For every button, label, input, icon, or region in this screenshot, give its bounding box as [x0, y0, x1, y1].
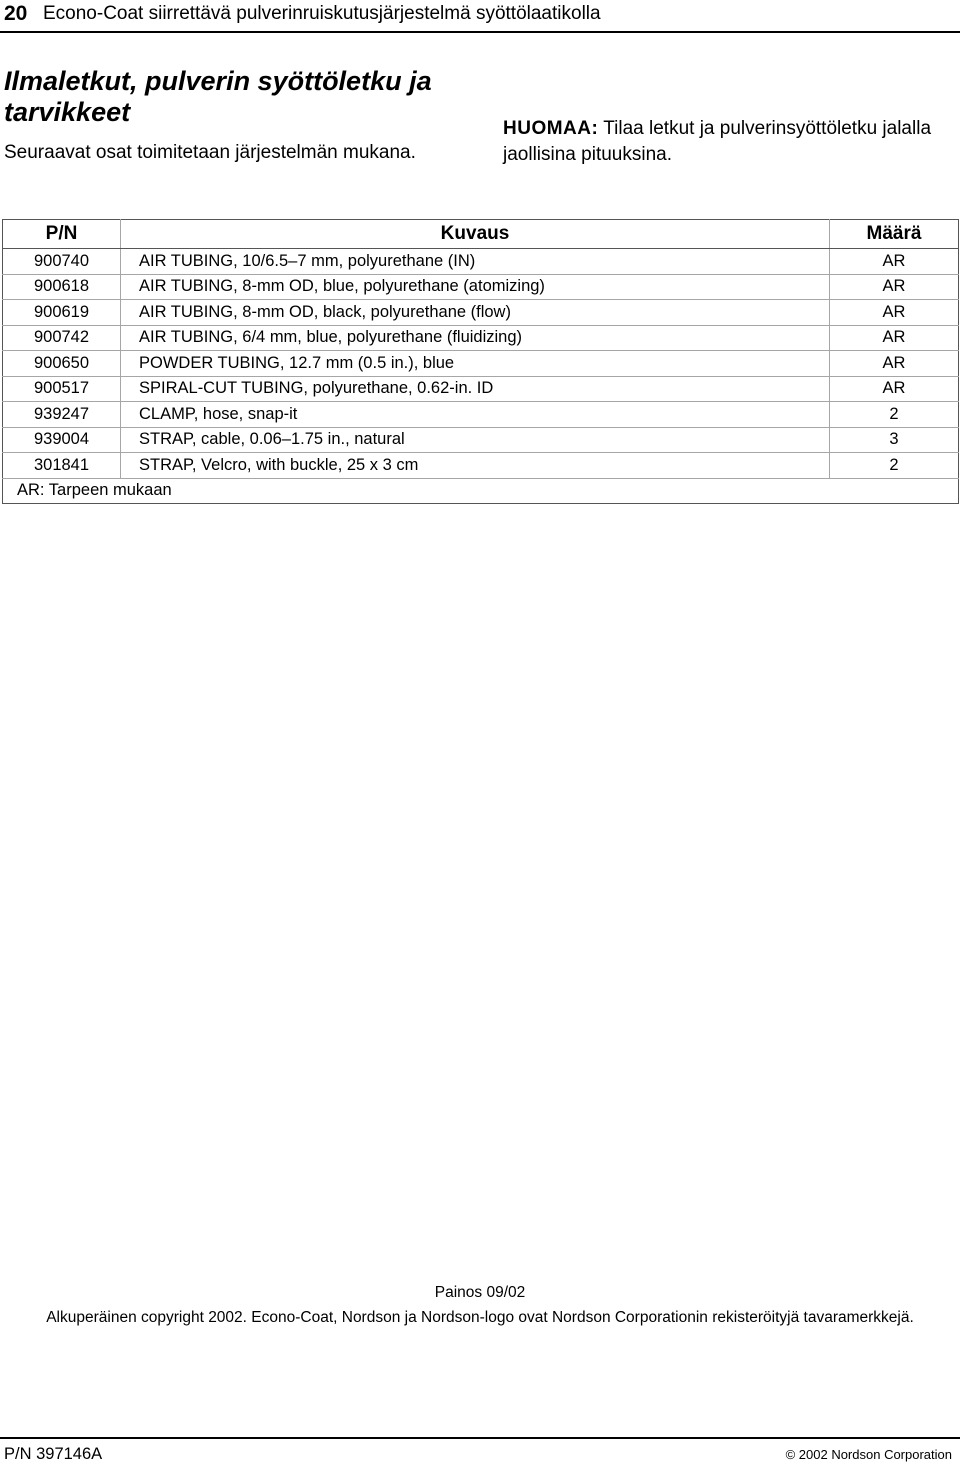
column-header-description: Kuvaus [121, 220, 830, 249]
cell-description: AIR TUBING, 8-mm OD, blue, polyurethane (atomizing) [121, 274, 830, 300]
cell-pn: 939247 [3, 402, 121, 428]
cell-quantity: AR [830, 325, 959, 351]
cell-quantity: 2 [830, 453, 959, 479]
cell-quantity: 3 [830, 427, 959, 453]
cell-description: AIR TUBING, 10/6.5–7 mm, polyurethane (IN) [121, 249, 830, 275]
cell-quantity: AR [830, 376, 959, 402]
column-header-quantity: Määrä [830, 220, 959, 249]
cell-description: STRAP, Velcro, with buckle, 25 x 3 cm [121, 453, 830, 479]
cell-pn: 900650 [3, 351, 121, 377]
cell-description: AIR TUBING, 6/4 mm, blue, polyurethane (fluidizing) [121, 325, 830, 351]
parts-table [2, 219, 959, 504]
cell-description: AIR TUBING, 8-mm OD, black, polyurethane (flow) [121, 300, 830, 326]
footer-copyright: © 2002 Nordson Corporation [785, 1447, 952, 1462]
table-row [3, 453, 959, 479]
intro-text: Seuraavat osat toimitetaan järjestelmän mukana. [4, 142, 416, 163]
table-header-row [3, 220, 959, 249]
cell-pn: 900517 [3, 376, 121, 402]
table-row [3, 300, 959, 326]
footer-rule [0, 1437, 960, 1439]
table-row [3, 274, 959, 300]
edition-text: Painos 09/02 [434, 1284, 526, 1301]
cell-quantity: AR [830, 300, 959, 326]
cell-quantity: AR [830, 351, 959, 377]
cell-pn: 900618 [3, 274, 121, 300]
cell-description: CLAMP, hose, snap-it [121, 402, 830, 428]
header-title: Econo-Coat siirrettävä pulverinruiskutusjärjestelmä syöttölaatikolla [43, 3, 601, 24]
table-row [3, 325, 959, 351]
table-row [3, 427, 959, 453]
cell-pn: 939004 [3, 427, 121, 453]
note [503, 116, 959, 168]
cell-description: SPIRAL-CUT TUBING, polyurethane, 0.62-in. ID [121, 376, 830, 402]
cell-pn: 900740 [3, 249, 121, 275]
table-row [3, 351, 959, 377]
header-rule [0, 31, 960, 33]
note-label: HUOMAA: [503, 118, 599, 139]
cell-pn: 301841 [3, 453, 121, 479]
table-row [3, 376, 959, 402]
note-text: Tilaa letkut ja pulverinsyöttöletku jalalla jaollisina pituuksina. [503, 118, 932, 165]
cell-description: POWDER TUBING, 12.7 mm (0.5 in.), blue [121, 351, 830, 377]
section-title: Ilmaletkut, pulverin syöttöletku ja tarvikkeet [4, 66, 432, 127]
cell-quantity: AR [830, 249, 959, 275]
table-footnote: AR: Tarpeen mukaan [17, 481, 172, 500]
table-row [3, 249, 959, 275]
page-header [0, 0, 960, 32]
cell-pn: 900619 [3, 300, 121, 326]
cell-quantity: AR [830, 274, 959, 300]
table-row [3, 402, 959, 428]
table-footnote-row [3, 478, 959, 504]
page-number: 20 [4, 2, 28, 25]
cell-quantity: 2 [830, 402, 959, 428]
cell-pn: 900742 [3, 325, 121, 351]
trademark-notice: Alkuperäinen copyright 2002. Econo-Coat, Nordson ja Nordson-logo ovat Nordson Corporationin rekisteröityjä tavaramerkkejä. [46, 1309, 914, 1326]
column-header-pn: P/N [3, 220, 121, 249]
footer-part-number: P/N 397146A [4, 1445, 103, 1463]
cell-description: STRAP, cable, 0.06–1.75 in., natural [121, 427, 830, 453]
